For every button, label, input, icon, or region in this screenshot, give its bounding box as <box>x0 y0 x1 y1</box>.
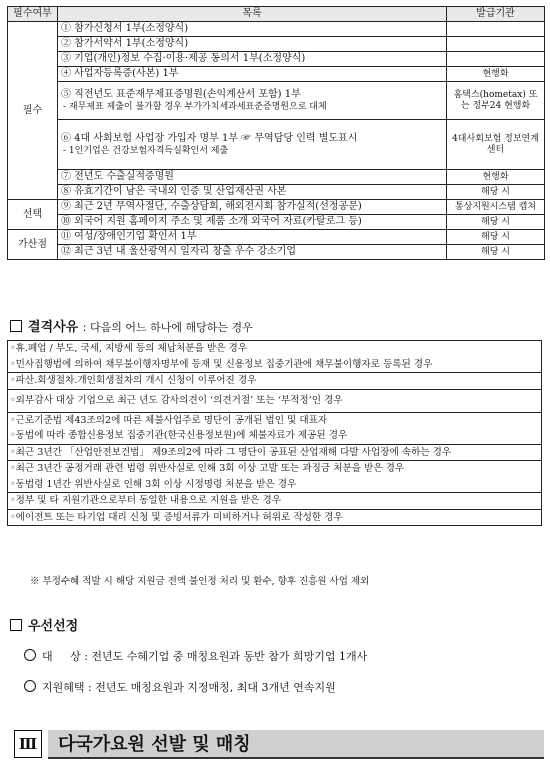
issuer-cell: 해당 시 <box>447 230 545 245</box>
issuer-cell: 통상지원시스템 캡쳐 <box>447 200 545 215</box>
doc-item-sub: - 재무제표 제출이 불가할 경우 부가가치세과세표준증명원으로 대체 <box>63 101 327 112</box>
doc-item: ⑦ 전년도 수출실적증명원 <box>58 170 447 185</box>
category-bonus: 가산점 <box>8 230 58 260</box>
issuer-cell: 해당 시 <box>447 245 545 260</box>
square-bullet-icon <box>10 619 22 631</box>
table-row <box>8 215 545 230</box>
disqualification-item: ◦최근 3년간 공정거래 관련 법령 위반사실로 인해 3회 이상 고발 또는 과징금 처분을 받은 경우 <box>10 463 405 474</box>
disqualification-group <box>8 341 541 373</box>
disqualification-box <box>7 340 542 526</box>
doc-item-main: ⑤ 직전년도 표준재무제표증명원(손익계산서 포함) 1부 <box>61 88 301 100</box>
disqualification-group <box>8 373 541 390</box>
disqualification-item: ◦에이전트 또는 타기업 대리 신청 및 증빙서류가 미비하거나 허위로 작성한 경우 <box>10 511 343 523</box>
disqualification-item: ◦최근 3년간 「산업안전보건법」 제9조의2에 따라 그 명단이 공표된 산업재해 다발 사업장에 속하는 경우 <box>10 446 452 458</box>
doc-item: ⑧ 유효기간이 남은 국내외 인증 및 산업재산권 사본 <box>58 185 447 200</box>
priority-title: 우선선정 <box>28 619 79 634</box>
disqualification-item: ◦근로기준법 제43조의2에 따른 체불사업주로 명단이 공개된 법인 및 대표자 <box>10 414 328 426</box>
issuer-cell <box>447 52 545 67</box>
doc-item: ⑩ 외국어 지원 홈페이지 주소 및 제품 소개 외국어 자료(카탈로그 등) <box>58 215 447 230</box>
table-row <box>8 170 545 185</box>
issuer-cell: 해당 시 <box>447 185 545 200</box>
disqualification-item: ◦외부감사 대상 기업으로 최근 년도 감사의견이 ‘의견거절’ 또는 ‘부적정’인 경우 <box>10 394 343 406</box>
table-header-row <box>8 7 545 22</box>
table-row <box>8 200 545 215</box>
square-bullet-icon <box>10 320 22 332</box>
disqualification-group <box>8 390 541 413</box>
doc-item: ② 참가서약서 1부(소정양식) <box>58 37 447 52</box>
column-header-required: 필수여부 <box>8 7 58 22</box>
table-row <box>8 245 545 260</box>
table-row <box>8 120 545 170</box>
issuer-cell: 현행화 <box>447 170 545 185</box>
column-header-list: 목록 <box>58 7 447 22</box>
doc-item <box>58 82 447 120</box>
disqualification-item: ◦휴.폐업 / 부도, 국세, 지방세 등의 체납처분을 받은 경우 <box>10 343 248 354</box>
disqualification-heading <box>10 316 253 335</box>
disqualification-group <box>8 413 541 445</box>
category-optional: 선택 <box>8 200 58 230</box>
priority-item-text: 대 상 : 전년도 수혜기업 중 매칭요원과 동반 참가 희망기업 1개사 <box>42 650 368 663</box>
doc-item: ① 참가신청서 1부(소정양식) <box>58 22 447 37</box>
disqualification-desc: : 다음의 어느 하나에 해당하는 경우 <box>82 321 253 334</box>
doc-item: ⑪ 여성/장애인기업 확인서 1부 <box>58 230 447 245</box>
circle-bullet-icon <box>24 649 36 661</box>
disqualification-group <box>8 461 541 493</box>
disqualification-title: 결격사유 <box>28 320 79 335</box>
table-row <box>8 52 545 67</box>
priority-heading <box>10 615 78 634</box>
category-required: 필수 <box>8 22 58 200</box>
column-header-issuer: 발급기관 <box>447 7 545 22</box>
table-row <box>8 185 545 200</box>
disqualification-item: ◦민사집행법에 의하여 채무불이행자명부에 등재 및 신용정보 집중기관에 채무불이행자로 등록된 경우 <box>10 358 433 370</box>
doc-item: ⑨ 최근 2년 무역사절단, 수출상담회, 해외전시회 참가실적(선정공문) <box>58 200 447 215</box>
issuer-cell: 해당 시 <box>447 215 545 230</box>
circle-bullet-icon <box>24 680 36 692</box>
issuer-cell <box>447 22 545 37</box>
doc-item: ③ 기업(개인)정보 수집·이용·제공 동의서 1부(소정양식) <box>58 52 447 67</box>
table-row <box>8 22 545 37</box>
issuer-cell: 4대사회보험 정보연계센터 <box>447 120 545 170</box>
disqualification-item: ◦정부 및 타 지원기관으로부터 동일한 내용으로 지원을 받은 경우 <box>10 495 282 506</box>
disqualification-item: ◦파산.회생절차.개인회생절차의 개시 신청이 이루어진 경우 <box>10 375 257 386</box>
doc-item <box>58 120 447 170</box>
issuer-cell: 현행화 <box>447 67 545 82</box>
chapter-number: Ⅲ <box>14 730 42 758</box>
table-row <box>8 37 545 52</box>
disqualification-group <box>8 510 541 526</box>
priority-item <box>24 679 336 695</box>
doc-item: ④ 사업자등록증(사본) 1부 <box>58 67 447 82</box>
disqualification-item: ◦동법에 따라 종합신용정보 집중기관(한국신용정보원)에 체불자료가 제공된 경우 <box>10 430 348 441</box>
required-documents-table <box>7 6 545 260</box>
disqualification-group <box>8 493 541 510</box>
table-row <box>8 230 545 245</box>
doc-item-main: ⑥ 4대 사회보험 사업장 가입자 명부 1부 ☞ 무역담당 인력 별도표시 <box>61 132 358 144</box>
table-row <box>8 67 545 82</box>
disqualification-group <box>8 445 541 462</box>
priority-item-text: 지원혜택 : 전년도 매칭요원과 지정매칭, 최대 3개년 연속지원 <box>42 681 336 694</box>
issuer-cell: 홈택스(hometax) 또는 정부24 현행화 <box>447 82 545 120</box>
issuer-cell <box>447 37 545 52</box>
priority-item <box>24 648 367 664</box>
chapter-title: 다국가요원 선발 및 매칭 <box>48 730 544 759</box>
doc-item: ⑫ 최근 3년 내 울산광역시 일자리 창출 우수 강소기업 <box>58 245 447 260</box>
doc-item-sub: - 1인기업은 건강보험자격득실확인서 제출 <box>63 145 229 156</box>
disqualification-item: ◦동법령 1년간 위반사실로 인해 3회 이상 시정명령 처분을 받은 경우 <box>10 478 297 490</box>
table-row <box>8 82 545 120</box>
fraud-note: ※ 부정수혜 적발 시 해당 지원금 전액 불인정 처리 및 환수, 향후 진흥원 사업 제외 <box>30 576 370 587</box>
